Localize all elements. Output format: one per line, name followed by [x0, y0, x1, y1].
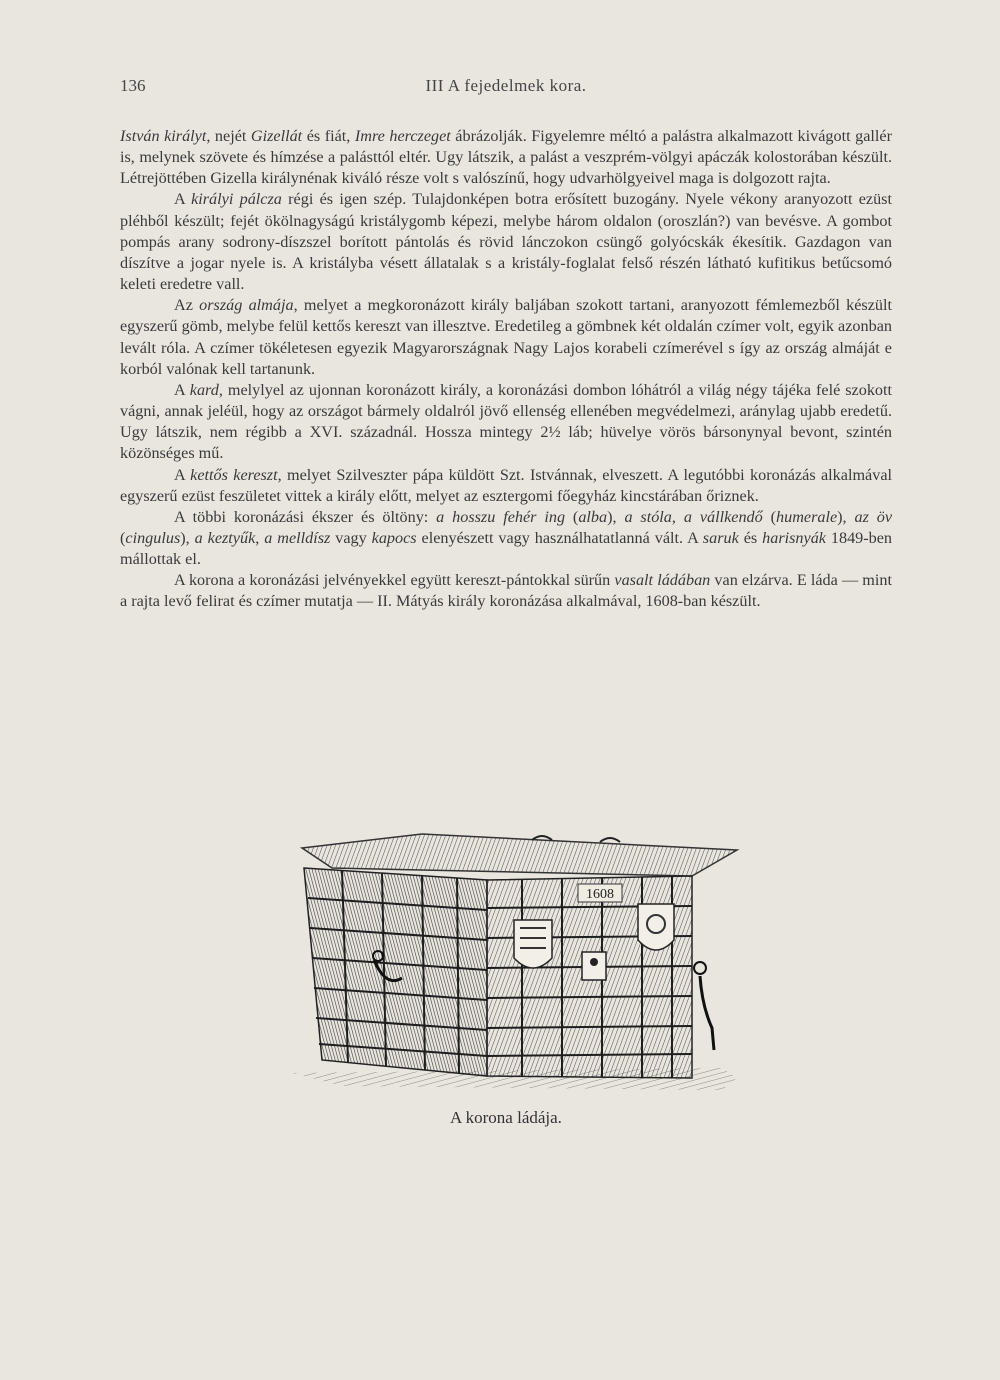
figure-caption: A korona ládája.: [450, 1108, 562, 1127]
text-run: , melyet Szilveszter pápa küldött Szt. Istvánnak, elveszett. A legutóbbi koronázás alkalmával egyszerű ezüst feszületet vittek a király előtt, melyet az esztergomi főegyház kincstárában őriznek.: [120, 465, 893, 505]
text-run: elenyészett vagy használhatatlanná vált. A: [416, 528, 703, 547]
paragraph: [120, 126, 892, 189]
chest-engraving: [282, 828, 742, 1100]
italic-term: Imre herczeget: [354, 127, 451, 145]
text-run: és fiát,: [302, 127, 355, 145]
paragraph: [120, 295, 892, 380]
paragraph: [120, 507, 892, 570]
chest-illustration: [282, 828, 742, 1100]
paragraph: [120, 189, 892, 295]
italic-term: kapocs: [371, 528, 417, 547]
italic-term: az öv: [854, 507, 893, 526]
text-run: van elzárva. E láda — mint a rajta levő felirat és czímer mutatja — II. Mátyás király koronázása alkalmával, 1608-ban készült.: [120, 571, 892, 611]
italic-term: cingulus: [125, 528, 181, 547]
text-run: ,: [255, 528, 265, 547]
text-run: A: [174, 190, 192, 209]
year-inscription: 1608: [586, 887, 614, 902]
text-run: A: [174, 380, 190, 399]
text-run: A: [174, 465, 191, 484]
body-text: [120, 126, 892, 613]
text-run: és: [738, 528, 763, 547]
text-run: ),: [180, 528, 195, 547]
text-run: 1849-ben mállottak el.: [120, 528, 893, 569]
italic-term: humerale: [776, 507, 838, 526]
italic-term: alba: [578, 507, 608, 526]
italic-term: ország almája: [199, 296, 294, 315]
text-run: , melyet a megkoronázott király baljában szokott tartani, aranyozott fémlemezből készült egyszerű gömb, melybe felül kettős kereszt van illesztve. Eredetileg a gömbnek két oldalán czímer volt, egyik azonban levált róla. A czímer tökéletesen egyezik Magyarországnak Nagy Lajos korabeli czímerével s így az ország almáját e korból valónak kell tartanunk.: [120, 296, 892, 378]
shield-right-icon: [638, 904, 674, 950]
text-run: ),: [607, 507, 625, 526]
italic-term: a vállkendő: [683, 507, 763, 526]
text-run: ábrázolják. Figyelemre méltó a palástra alkalmazott kivágott gallér is, melynek szövete és hímzése a palásttól eltér. Ugy látszik, a palást a veszprém-völgyi apáczák kolostorában készült. Létrejöttében Gizella királynénak kiváló része volt s valószínű, hogy udvarhölgyeivel maga is dolgozott rajta.: [120, 127, 892, 188]
paragraph: [120, 570, 892, 612]
text-run: A többi koronázási ékszer és öltöny:: [174, 507, 437, 526]
italic-term: kard: [189, 380, 219, 399]
italic-term: Gizellát: [250, 127, 303, 145]
text-run: régi és igen szép. Tulajdonképen botra erősített buzogány. Nyele vékony aranyozott ezüst pléhből készült; fejét ökölnagyságú kristálygomb képezi, melybe három oldalon (oroszlán?) van bevésve. A gombot pompás arany sodrony-díszszel borított pántolás és rövid lánczokon csüngő golyócskák ékesítik. Gazdagon van díszítve a jogar nyele is. A kristályba vésett állatalak s a kristály-foglalat felső részén látható kufitikus betűcsomó keleti eredetre vall.: [120, 190, 892, 294]
text-run: Az: [174, 296, 200, 315]
text-run: , nejét: [206, 127, 251, 145]
text-run: ,: [671, 507, 684, 526]
paragraph: [120, 380, 892, 465]
italic-term: harisnyák: [762, 528, 826, 547]
page-number: 136: [120, 76, 146, 95]
text-run: A korona a koronázási jelvényekkel együtt kereszt-pántokkal sürűn: [174, 571, 615, 590]
text-run: vagy: [330, 528, 372, 547]
italic-term: királyi pálcza: [191, 190, 282, 209]
paragraph: [120, 465, 892, 507]
italic-term: vasalt ládában: [614, 571, 711, 590]
italic-term: a hosszu fehér ing: [436, 507, 566, 526]
italic-term: a melldísz: [264, 528, 331, 547]
italic-term: saruk: [702, 528, 739, 547]
italic-term: a keztyűk: [194, 528, 256, 547]
text-run: (: [565, 507, 579, 526]
italic-term: István királyt: [120, 127, 207, 145]
italic-term: a stóla: [624, 507, 672, 526]
italic-term: kettős kereszt: [190, 465, 278, 484]
text-run: ),: [837, 507, 855, 526]
text-run: (: [120, 528, 126, 547]
text-run: (: [762, 507, 777, 526]
running-title: III A fejedelmek kora.: [425, 76, 587, 95]
text-run: , melylyel az ujonnan koronázott király, a koronázási dombon lóhátról a világ négy tájéka felé szokott vágni, annak jeléül, hogy az országot bármely oldalról jövő ellenség ellenében megvédelmezi, aránylag ujabb eredetű. Ugy látszik, nem régibb a XVI. századnál. Hossza mintegy 2½ láb; hüvelye vörös bársonynyal bevont, szintén közönséges mű.: [120, 380, 893, 463]
hasp-icon: [700, 976, 714, 1050]
running-header: [120, 76, 892, 98]
